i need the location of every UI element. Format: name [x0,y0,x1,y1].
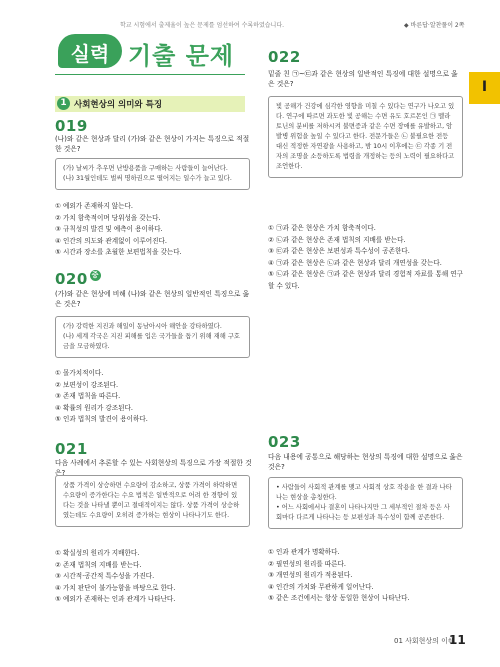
option-list [55,201,250,259]
box-line: (나) 31월인데도 벌써 명하권으로 떨어지는 일수가 늘고 있다. [63,175,232,182]
option[interactable]: ③ 존재 법칙을 따른다. [55,392,121,400]
box-line: (가) 강력한 지진과 해일이 동남아시아 해안을 강타하였다. [63,323,222,330]
question-prompt: (나)와 같은 현상과 달리 (가)와 같은 현상이 가지는 특징으로 적절한 것은? [55,135,250,153]
answer-reference: ◆ 바른답·알찬풀이 2쪽 [404,22,465,29]
section-number: 1 [57,97,70,110]
section-title: 사회현상의 의미와 특징 [74,100,163,110]
option-list [55,548,250,606]
option[interactable]: ① 인과 관계가 명확하다. [268,548,340,556]
question-prompt: 다음 내용에 공통으로 해당하는 현상의 특징에 대한 설명으로 옳은 것은? [268,453,463,471]
box-line: • 사람들이 사회적 관계를 맺고 사회적 상호 작용을 한 결과 나타나는 현상을 총칭한다. [276,484,452,501]
unit-tab [469,72,500,104]
option[interactable]: ⑤ 예외가 존재하는 인과 관계가 나타난다. [55,595,176,603]
option[interactable]: ⑤ ㉡과 같은 현상은 ㉠과 같은 현상과 달리 경험적 자료를 통해 연구할 수 있다. [268,270,464,290]
unit-tab-label: I [481,79,488,95]
difficulty-badge: 중 [91,271,99,279]
header-note: 학교 시험에서 출제율이 높은 문제를 엄선하여 수록하였습니다. [120,22,285,29]
option-list [268,547,468,605]
question-box [55,158,250,190]
option-list [55,368,250,426]
option[interactable]: ⑤ 시간과 장소를 초월한 보편법칙을 갖는다. [55,248,182,256]
question-number: 020 [55,270,88,288]
question-number: 023 [268,433,301,451]
question-number: 019 [55,117,88,135]
question-number: 022 [268,48,301,66]
option[interactable]: ④ ㉠과 같은 현상은 ㉡과 같은 현상과 달리 개연성을 갖는다. [268,258,442,267]
page-title: 기출 문제 [128,42,235,70]
box-line: (나) 세계 각국은 지진 피해를 입은 국가들을 돕기 위해 재해 구호금을 모금하였다. [63,333,240,350]
box-line: (가) 날씨가 추우면 난방용품을 구매하는 사람들이 늘어난다. [63,165,228,172]
question-number: 021 [55,440,88,458]
option[interactable]: ③ ㉢과 같은 현상은 보편성과 특수성이 공존한다. [268,247,410,255]
option[interactable]: ① 확실성의 원리가 지배한다. [55,549,140,557]
option[interactable]: ⑤ 같은 조건에서는 항상 동일한 현상이 나타난다. [268,594,410,602]
question-number-020 [55,270,101,288]
question-box: 상품 가격이 상승하면 수요량이 감소하고, 상품 가격이 하락하면 수요량이 증가한다는 수요 법칙은 일반적으로 어려 한 경향이 있다는 것을 나타낼 뿐이고 절대적이지는 않다. 상품 가격이 상승하였는데도 수요량이 오히려 증가하는 현상이 나타나기도 한다. [55,475,250,527]
option[interactable]: ④ 가치 판단이 불가능함을 바탕으로 한다. [55,583,176,592]
option[interactable]: ④ 확률의 원리가 강조된다. [55,403,133,412]
question-prompt: 밑줄 친 ㉠~㉢과 같은 현상의 일반적인 특징에 대한 설명으로 옳은 것은? [268,70,458,88]
question-box [55,316,250,358]
option[interactable]: ① ㉠과 같은 현상은 가치 함축적이다. [268,224,376,232]
option-list [268,223,468,292]
option[interactable]: ② 필연성의 원리를 따른다. [268,559,346,568]
option[interactable]: ① 몰가치적이다. [55,369,104,377]
box-line: • 어느 사회에서나 결혼이 나타나지만 그 세부적인 절차 등은 사회마다 다르게 나타나는 등 보편성과 특수성이 함께 공존한다. [276,504,450,521]
option[interactable]: ② 보편성이 강조된다. [55,380,119,389]
option[interactable]: ② 존재 법칙의 지배를 받는다. [55,560,142,569]
level-badge-label: 실력 [70,42,110,66]
question-box: 빛 공해가 건강에 심각한 영향을 미칠 수 있다는 연구가 나오고 있다. 연구에 따르면 과도한 빛 공해는 수면 유도 호르몬인 ㉠ 멜라토닌의 분비를 저하시켜 불면증과 같은 수면 장애를 유발하고, 암 발병 위험을 높일 수 있다고 한다. 전문가들은 ㉡ 불필요한 전등 대신 적정한 자연광을 사용하고, 밤 10시 이후에는 ㉢ 각종 기 전자의 조명을 소등하도록 법령을 개정하는 등의 노력이 필요하다고 조언한다. [268,96,463,178]
question-prompt: (가)와 같은 현상에 비해 (나)와 같은 현상의 일반적인 특징으로 옳은 것은? [55,290,250,308]
question-prompt: 다음 사례에서 추론할 수 있는 사회현상의 특징으로 가장 적절한 것은? [55,459,252,477]
option[interactable]: ② ㉡과 같은 현상은 존재 법칙의 지배를 받는다. [268,235,406,244]
level-badge [58,34,122,68]
question-box [268,477,463,529]
option[interactable]: ② 가치 함축적이며 당위성을 갖는다. [55,213,161,222]
option[interactable]: ④ 인간의 가치와 무관하게 일어난다. [268,582,374,591]
page-number: 11 [449,633,466,647]
option[interactable]: ① 예외가 존재하지 않는다. [55,202,133,210]
option[interactable]: ④ 인간의 의도와 관계없이 이루어진다. [55,236,167,245]
header-divider [55,74,245,75]
option[interactable]: ③ 시간적·공간적 특수성을 가진다. [55,572,155,580]
option[interactable]: ③ 규칙성의 발견 및 예측이 용이하다. [55,225,163,233]
option[interactable]: ③ 개연성의 원리가 적용된다. [268,571,353,579]
option[interactable]: ⑤ 인과 법칙의 발견이 용이하다. [55,415,148,423]
chapter-footer: 01 사회현상의 이해 [394,637,455,645]
